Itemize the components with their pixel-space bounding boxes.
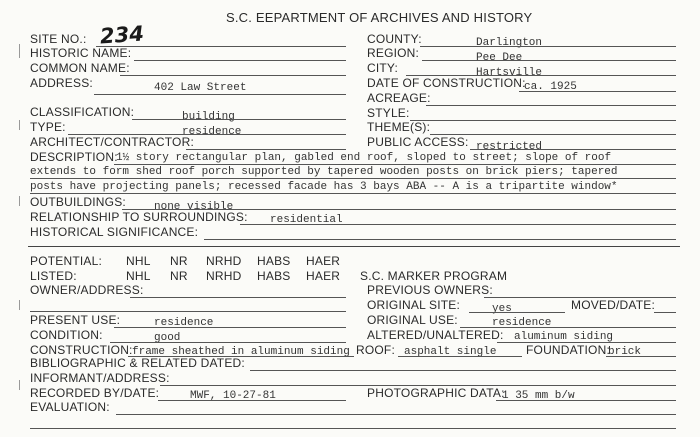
photographic-value: 1 35 mm b/w bbox=[502, 390, 575, 402]
potential-nhl: NHL bbox=[126, 254, 151, 268]
common-name-line bbox=[120, 75, 346, 76]
owner-address-label: OWNER/ADDRESS: bbox=[30, 283, 144, 297]
recorded-value: MWF, 10-27-81 bbox=[190, 390, 276, 402]
present-use-line bbox=[114, 327, 346, 328]
architect-label: ARCHITECT/CONTRACTOR: bbox=[30, 135, 194, 149]
architect-line bbox=[186, 149, 346, 150]
foundation-label: FOUNDATION: bbox=[526, 343, 610, 357]
condition-value: good bbox=[154, 332, 181, 344]
evaluation-line bbox=[116, 414, 676, 415]
description-line-2: extends to form shed roof porch supported by tapered wooden posts on brick piers; tapered bbox=[30, 166, 618, 178]
owner-address-line bbox=[130, 297, 346, 298]
description-line-3-rule bbox=[30, 193, 676, 194]
county-label: COUNTY: bbox=[367, 32, 422, 46]
moved-date-line bbox=[654, 312, 676, 313]
historic-name-line bbox=[134, 60, 346, 61]
description-label: DESCRIPTION: bbox=[30, 150, 118, 164]
date-construction-label: DATE OF CONSTRUCTION: bbox=[367, 76, 526, 90]
condition-label: CONDITION: bbox=[30, 328, 103, 342]
potential-label: POTENTIAL: bbox=[30, 254, 103, 268]
address-value: 402 Law Street bbox=[154, 82, 247, 94]
photographic-label: PHOTOGRAPHIC DATA: bbox=[367, 386, 505, 400]
bibliographic-label: BIBLIOGRAPHIC & RELATED DATED: bbox=[30, 356, 245, 370]
county-line bbox=[420, 46, 676, 47]
region-value: Pee Dee bbox=[476, 52, 523, 64]
altered-value: aluminum siding bbox=[514, 331, 614, 343]
classification-value: building bbox=[182, 111, 235, 123]
description-line-3: posts have projecting panels; recessed facade has 3 bays ABA -- A is a tripartite window* bbox=[30, 181, 618, 193]
recorded-label: RECORDED BY/DATE: bbox=[30, 386, 160, 400]
present-use-value: residence bbox=[154, 317, 214, 329]
roof-value: asphalt single bbox=[404, 346, 497, 358]
city-label: CITY: bbox=[367, 61, 399, 75]
address-label: ADDRESS: bbox=[30, 76, 93, 90]
evaluation-line-2 bbox=[30, 428, 676, 429]
historical-significance-line bbox=[204, 239, 676, 240]
form-title: S.C. EEPARTMENT OF ARCHIVES AND HISTORY bbox=[226, 10, 533, 25]
construction-label: CONSTRUCTION: bbox=[30, 343, 133, 357]
site-no-value: 234 bbox=[99, 21, 145, 49]
section-rule-1 bbox=[28, 246, 680, 247]
style-label: STYLE: bbox=[367, 106, 410, 120]
roof-label: ROOF: bbox=[356, 343, 395, 357]
public-access-value: restricted bbox=[476, 141, 543, 153]
original-site-line bbox=[469, 312, 565, 313]
present-use-label: PRESENT USE: bbox=[30, 313, 121, 327]
historical-significance-label: HISTORICAL SIGNIFICANCE: bbox=[30, 225, 199, 239]
listed-nrhd: NRHD bbox=[206, 269, 242, 283]
original-use-value: residence bbox=[492, 317, 552, 329]
listed-label: LISTED: bbox=[30, 269, 77, 283]
theme-label: THEME(S): bbox=[367, 120, 431, 134]
bibliographic-line bbox=[250, 370, 676, 371]
photographic-line bbox=[496, 400, 676, 401]
potential-nr: NR bbox=[170, 254, 188, 268]
original-site-value: yes bbox=[492, 303, 512, 315]
potential-habs: HABS bbox=[257, 254, 291, 268]
classification-line bbox=[132, 119, 346, 120]
potential-nrhd: NRHD bbox=[206, 254, 242, 268]
site-no-line bbox=[96, 46, 346, 47]
previous-owners-label: PREVIOUS OWNERS: bbox=[367, 283, 493, 297]
public-access-line bbox=[470, 149, 676, 150]
altered-label: ALTERED/UNALTERED: bbox=[367, 328, 504, 342]
acreage-label: ACREAGE: bbox=[367, 91, 431, 105]
description-line-1-rule bbox=[114, 164, 676, 165]
original-site-label: ORIGINAL SITE: bbox=[367, 298, 461, 312]
region-label: REGION: bbox=[367, 46, 420, 60]
description-line-2-rule bbox=[30, 178, 676, 179]
roof-line bbox=[398, 356, 522, 357]
potential-haer: HAER bbox=[306, 254, 341, 268]
relationship-label: RELATIONSHIP TO SURROUNDINGS: bbox=[30, 210, 248, 224]
foundation-value: brick bbox=[608, 346, 642, 358]
informant-label: INFORMANT/ADDRESS: bbox=[30, 371, 170, 385]
county-value: Darlington bbox=[476, 37, 543, 49]
date-construction-line bbox=[519, 91, 676, 92]
original-use-label: ORIGINAL USE: bbox=[367, 313, 458, 327]
region-line bbox=[422, 60, 676, 61]
type-label: TYPE: bbox=[30, 120, 66, 134]
outbuildings-label: OUTBUILDINGS: bbox=[30, 195, 126, 209]
city-value: Hartsville bbox=[476, 67, 543, 79]
address-line bbox=[94, 94, 346, 95]
evaluation-label: EVALUATION: bbox=[30, 400, 110, 414]
listed-haer: HAER bbox=[306, 269, 341, 283]
style-line bbox=[410, 120, 676, 121]
listed-habs: HABS bbox=[257, 269, 291, 283]
historic-name-label: HISTORIC NAME: bbox=[30, 46, 132, 60]
classification-label: CLASSIFICATION: bbox=[30, 105, 135, 119]
listed-nr: NR bbox=[170, 269, 188, 283]
public-access-label: PUBLIC ACCESS: bbox=[367, 135, 469, 149]
margin-mark bbox=[19, 120, 20, 130]
relationship-value: residential bbox=[270, 214, 343, 226]
margin-mark bbox=[19, 44, 20, 58]
listed-nhl: NHL bbox=[126, 269, 151, 283]
recorded-line bbox=[158, 400, 346, 401]
moved-date-label: MOVED/DATE: bbox=[571, 298, 655, 312]
margin-mark bbox=[19, 380, 20, 390]
description-line-1: 1½ story rectangular plan, gabled end roof, sloped to street; slope of roof bbox=[116, 152, 612, 164]
outbuildings-value: none visible bbox=[154, 201, 234, 213]
margin-mark bbox=[19, 196, 20, 206]
date-construction-value: ca. 1925 bbox=[524, 81, 577, 93]
relationship-line bbox=[240, 224, 676, 225]
margin-mark bbox=[19, 300, 20, 310]
construction-value: frame sheathed in aluminum siding bbox=[132, 346, 350, 358]
condition-line bbox=[110, 342, 346, 343]
common-name-label: COMMON NAME: bbox=[30, 61, 130, 75]
foundation-line bbox=[606, 356, 676, 357]
acreage-line bbox=[426, 105, 676, 106]
type-value: residence bbox=[182, 126, 242, 138]
marker-program-heading: S.C. MARKER PROGRAM bbox=[360, 269, 508, 283]
site-no-label: SITE NO.: bbox=[30, 32, 87, 46]
owner-address-line-2 bbox=[30, 311, 346, 312]
